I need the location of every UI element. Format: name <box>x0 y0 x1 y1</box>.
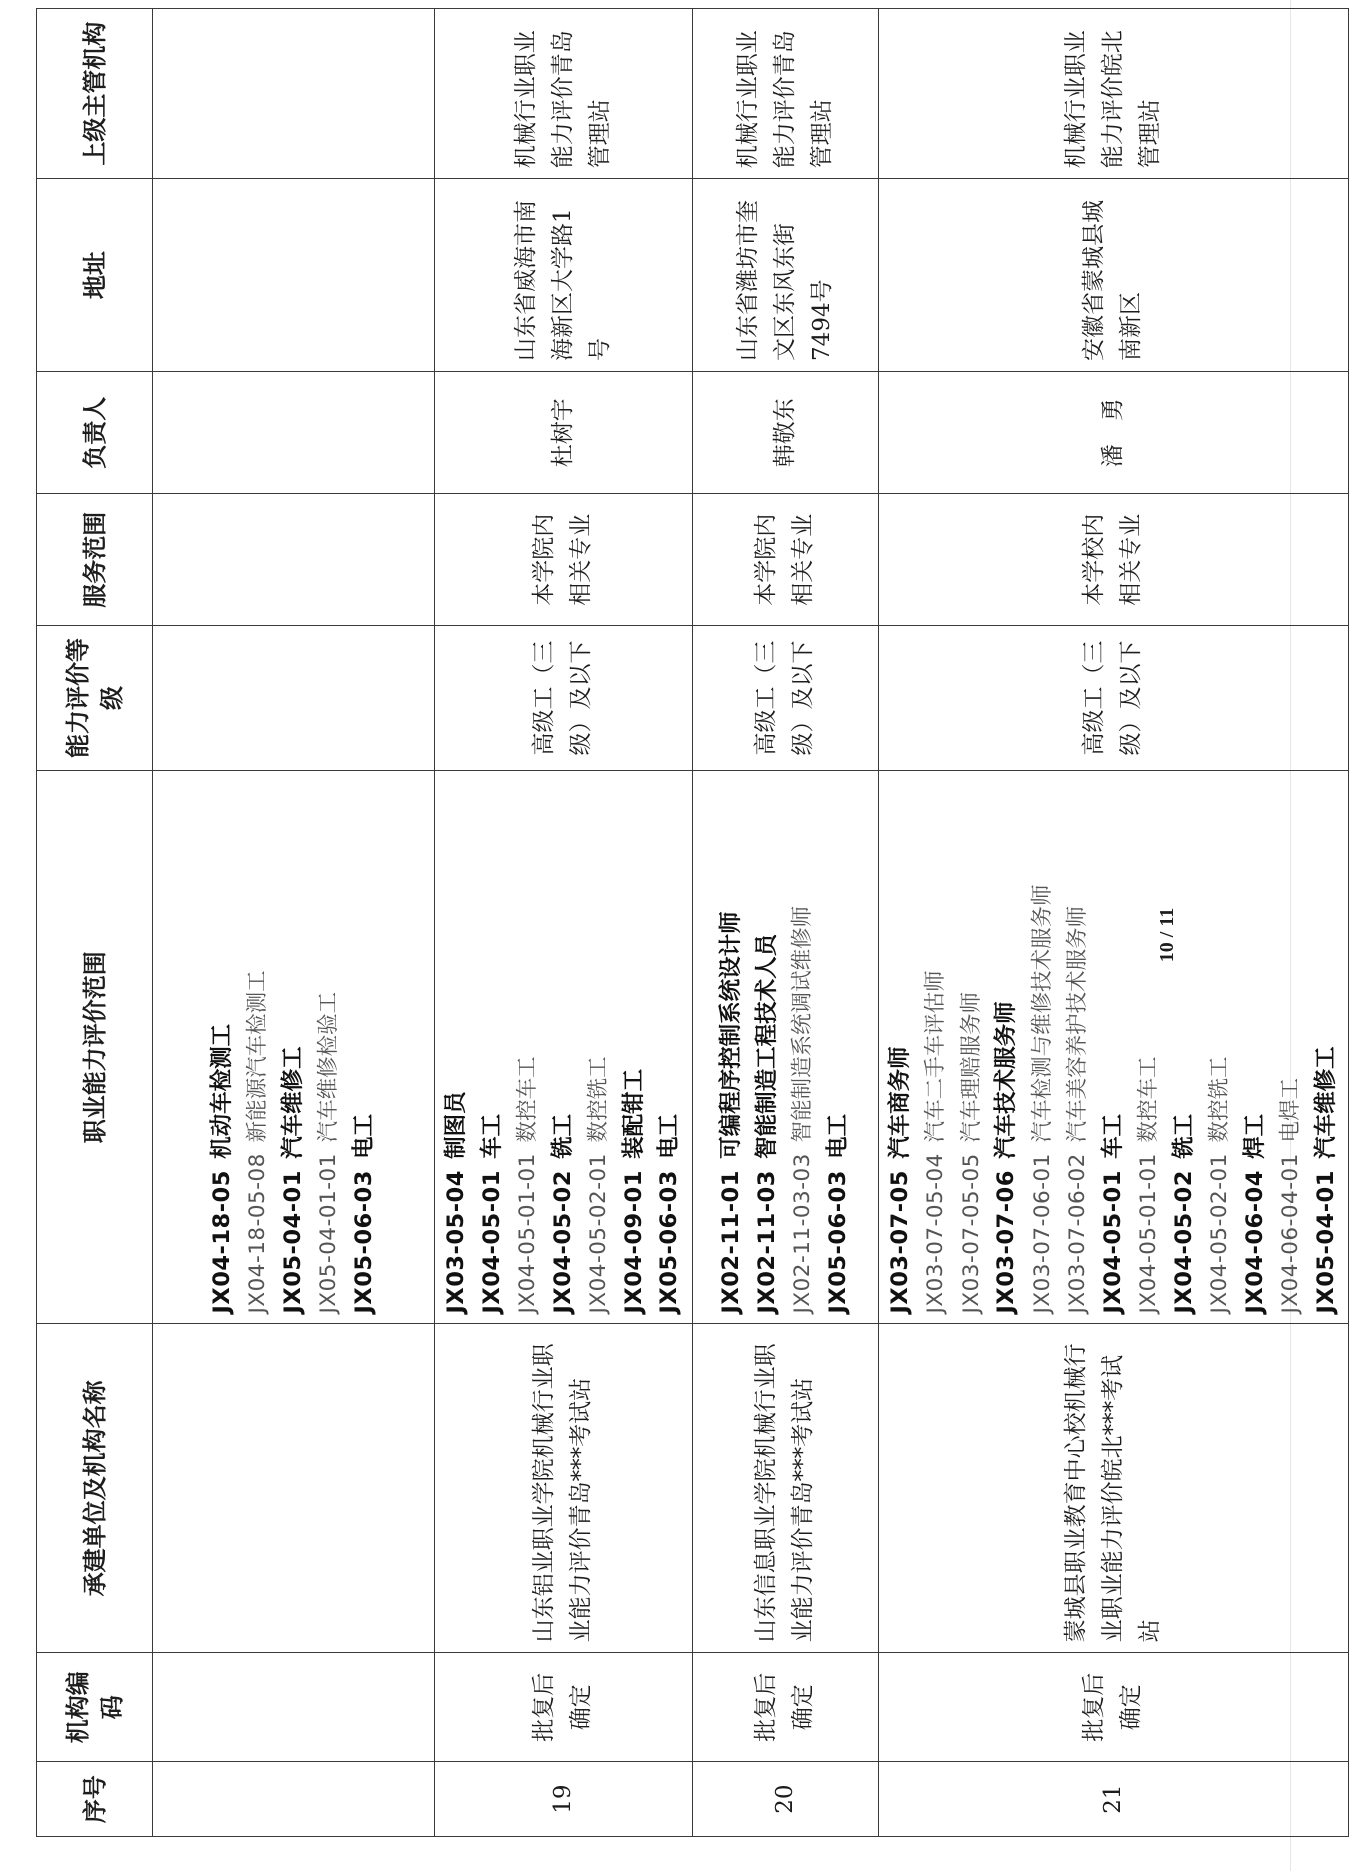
cell-code <box>153 1653 435 1762</box>
cell-address: 山东省潍坊市奎文区东风东街7494号 <box>692 179 878 372</box>
scope-item-code: JX04-05-02 <box>1170 1170 1197 1314</box>
scope-item-name: 汽车维修工 <box>279 1046 306 1159</box>
scope-item-name: 铣工 <box>549 1113 576 1159</box>
scope-item <box>714 781 750 1313</box>
scope-item-name: 汽车理赔服务师 <box>958 991 984 1143</box>
table-row <box>435 9 693 1837</box>
scope-item <box>240 781 276 1313</box>
scope-item-code: JX05-06-03 <box>824 1170 851 1314</box>
scope-item-code: JX05-06-03 <box>656 1170 682 1314</box>
cell-level <box>153 625 435 770</box>
scope-item-name: 汽车维修检验工 <box>316 991 342 1143</box>
header-leader: 负责人 <box>37 371 153 493</box>
scope-item-name: 数控车工 <box>1136 1056 1161 1143</box>
scope-item-code: JX04-05-02-01 <box>1207 1153 1232 1314</box>
scope-item-name: 汽车检测与维修技术服务师 <box>1029 884 1055 1143</box>
scope-item <box>883 781 919 1313</box>
cell-code: 批复后确定 <box>878 1653 1349 1762</box>
scope-item <box>652 781 688 1313</box>
scope-item-code: JX05-04-01 <box>1312 1170 1339 1314</box>
cell-builder: 山东信息职业学院机械行业职业能力评价青岛***考试站 <box>692 1324 878 1653</box>
scope-item-code: JX04-05-02 <box>549 1170 576 1314</box>
scope-item-code: JX03-07-06-02 <box>1065 1153 1090 1314</box>
cell-authority: 机械行业职业能力评价青岛管理站 <box>435 9 693 179</box>
header-authority: 上级主管机构 <box>37 9 153 179</box>
scope-item <box>510 781 546 1313</box>
scope-item <box>439 781 475 1313</box>
cell-level: 高级工（三级）及以下 <box>878 625 1349 770</box>
header-scope: 职业能力评价范围 <box>37 771 153 1324</box>
scope-item-name: 铣工 <box>1170 1113 1197 1159</box>
scope-item-code: JX02-11-01 <box>718 1170 744 1314</box>
header-seq: 序号 <box>37 1762 153 1837</box>
scope-item <box>1167 781 1203 1313</box>
cell-code: 批复后确定 <box>692 1653 878 1762</box>
table-row <box>878 9 1349 1837</box>
scope-item-name: 机动车检测工 <box>208 1023 235 1159</box>
cell-seq: 19 <box>435 1762 693 1837</box>
scope-item-code: JX03-07-05-05 <box>958 1153 984 1314</box>
cell-scope <box>692 771 878 1324</box>
scope-item-name: 车工 <box>1099 1113 1126 1159</box>
scope-item-name: 电工 <box>350 1113 377 1159</box>
cell-service <box>153 494 435 626</box>
cell-code: 批复后确定 <box>435 1653 693 1762</box>
scope-item <box>1131 781 1167 1313</box>
scope-item <box>1096 781 1132 1313</box>
cell-service: 本学校内相关专业 <box>878 494 1349 626</box>
scope-item-name: 制图员 <box>443 1091 469 1159</box>
scope-item-code: JX04-05-01-01 <box>1136 1153 1161 1314</box>
scope-item-code: JX03-07-06 <box>993 1170 1019 1314</box>
cell-scope <box>878 771 1349 1324</box>
scope-item-code: JX03-07-05-04 <box>923 1153 948 1314</box>
scope-item-name: 新能源汽车检测工 <box>245 970 271 1143</box>
cell-authority <box>153 9 435 179</box>
scope-item <box>311 781 347 1313</box>
cell-builder <box>153 1324 435 1653</box>
scope-item-code: JX04-05-01 <box>1099 1170 1126 1314</box>
scope-item-name: 电工 <box>656 1113 682 1159</box>
cell-builder: 山东铝业职业学院机械行业职业能力评价青岛***考试站 <box>435 1324 693 1653</box>
scope-item <box>1202 781 1238 1313</box>
cell-leader <box>153 371 435 493</box>
header-row <box>37 9 153 1837</box>
rotated-table-container <box>36 8 1339 1837</box>
scope-item-code: JX03-05-04 <box>443 1170 469 1314</box>
scope-item-name: 智能制造系统调试维修师 <box>790 905 815 1143</box>
scope-item-code: JX04-05-01 <box>478 1170 505 1314</box>
scope-item-code: JX04-09-01 <box>620 1170 647 1314</box>
header-service: 服务范围 <box>37 494 153 626</box>
cell-seq: 21 <box>878 1762 1349 1837</box>
scope-item <box>1238 781 1274 1313</box>
scope-item <box>785 781 821 1313</box>
scope-item-code: JX05-04-01 <box>279 1170 306 1314</box>
scope-item-name: 焊工 <box>1241 1113 1268 1159</box>
header-address: 地址 <box>37 179 153 372</box>
table-row-continued <box>153 9 435 1837</box>
cell-leader: 杜树宇 <box>435 371 693 493</box>
scope-item <box>989 781 1025 1313</box>
cell-address: 山东省威海市南海新区大学路1号 <box>435 179 693 372</box>
cell-seq <box>153 1762 435 1837</box>
scope-item-name: 汽车商务师 <box>886 1046 913 1159</box>
scope-item-name: 车工 <box>478 1113 505 1159</box>
cell-service: 本学院内相关专业 <box>435 494 693 626</box>
scope-item-name: 汽车技术服务师 <box>993 1001 1019 1159</box>
scope-item <box>954 781 990 1313</box>
scope-item <box>750 781 786 1313</box>
cell-scope <box>153 771 435 1324</box>
scope-item <box>276 781 312 1313</box>
scope-item-name: 可编程序控制系统设计师 <box>718 911 744 1159</box>
scope-item <box>821 781 857 1313</box>
scope-item-code: JX05-06-03 <box>350 1170 377 1314</box>
scope-item <box>475 781 511 1313</box>
scope-item-name: 电焊工 <box>1278 1077 1303 1143</box>
cell-level: 高级工（三级）及以下 <box>435 625 693 770</box>
page-number: 10 / 11 <box>1156 907 1178 963</box>
scope-item-name: 电工 <box>824 1113 851 1159</box>
cell-level: 高级工（三级）及以下 <box>692 625 878 770</box>
cell-scope <box>435 771 693 1324</box>
scope-item-name: 数控铣工 <box>586 1056 611 1143</box>
scope-item-code: JX04-18-05-08 <box>245 1153 271 1314</box>
header-level: 能力评价等级 <box>37 625 153 770</box>
cell-authority: 机械行业职业能力评价青岛管理站 <box>692 9 878 179</box>
cell-leader: 韩敬东 <box>692 371 878 493</box>
scope-item-name: 数控车工 <box>515 1056 540 1143</box>
scope-item-code: JX04-06-04 <box>1241 1170 1268 1314</box>
cell-seq: 20 <box>692 1762 878 1837</box>
scope-item <box>347 781 383 1313</box>
scope-item-name: 汽车美容养护技术服务师 <box>1065 905 1090 1143</box>
scope-item-code: JX02-11-03-03 <box>790 1153 815 1314</box>
scope-item <box>1025 781 1061 1313</box>
cell-leader: 潘 勇 <box>878 371 1349 493</box>
scope-item-code: JX05-04-01-01 <box>316 1153 342 1314</box>
header-builder: 承建单位及机构名称 <box>37 1324 153 1653</box>
scope-item-name: 数控铣工 <box>1207 1056 1232 1143</box>
header-code: 机构编码 <box>37 1653 153 1762</box>
cell-authority: 机械行业职业能力评价皖北管理站 <box>878 9 1349 179</box>
scope-item-code: JX04-05-01-01 <box>515 1153 540 1314</box>
scope-item <box>918 781 954 1313</box>
scope-item <box>1060 781 1096 1313</box>
scope-item-code: JX04-05-02-01 <box>586 1153 611 1314</box>
scope-item-code: JX04-18-05 <box>208 1170 235 1314</box>
cell-builder: 蒙城县职业教育中心校机械行业职业能力评价皖北***考试站 <box>878 1324 1349 1653</box>
scope-item <box>1309 781 1345 1313</box>
scope-item-code: JX03-07-06-01 <box>1029 1153 1055 1314</box>
scope-item <box>581 781 617 1313</box>
cell-address <box>153 179 435 372</box>
table-row <box>692 9 878 1837</box>
scope-item-name: 智能制造工程技术人员 <box>753 933 780 1159</box>
scope-item <box>1273 781 1309 1313</box>
scope-item <box>617 781 653 1313</box>
scope-item <box>205 781 241 1313</box>
scope-item-name: 装配钳工 <box>620 1068 647 1159</box>
cell-service: 本学院内相关专业 <box>692 494 878 626</box>
scope-item-code: JX02-11-03 <box>753 1170 780 1314</box>
scope-item-name: 汽车二手车评估师 <box>923 970 948 1143</box>
scope-item-name: 汽车维修工 <box>1312 1046 1339 1159</box>
scope-item-code: JX04-06-04-01 <box>1278 1153 1303 1314</box>
cell-address: 安徽省蒙城县城南新区 <box>878 179 1349 372</box>
scope-item <box>546 781 582 1313</box>
scope-item-code: JX03-07-05 <box>886 1170 913 1314</box>
